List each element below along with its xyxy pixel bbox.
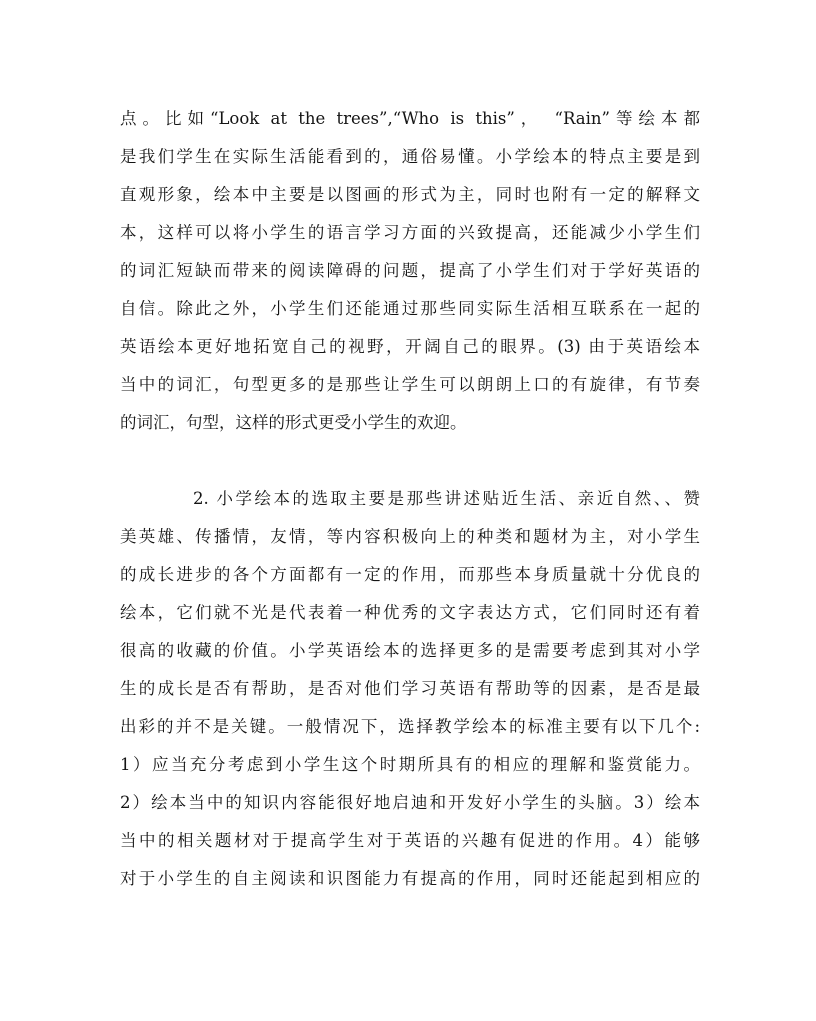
paragraph-1-line-8: 当中的词汇，句型更多的是那些让学生可以朗朗上口的有旋律，有节奏 (120, 375, 700, 394)
paragraph-1-line-9: 的词汇，句型，这样的形式更受小学生的欢迎。 (120, 413, 467, 432)
paragraph-2-line-5: 很高的收藏的价值。小学英语绘本的选择更多的是需要考虑到其对小学 (120, 641, 700, 660)
paragraph-2-line-3: 的成长进步的各个方面都有一定的作用，而那些本身质量就十分优良的 (120, 565, 700, 584)
paragraph-2-line-8: 1）应当充分考虑到小学生这个时期所具有的相应的理解和鉴赏能力。 (120, 755, 700, 774)
paragraph-1-line-7: 英语绘本更好地拓宽自己的视野，开阔自己的眼界。(3) 由于英语绘本 (120, 337, 700, 356)
paragraph-1-line-4: 本，这样可以将小学生的语言学习方面的兴致提高，还能减少小学生们 (120, 223, 700, 242)
paragraph-1-line-3: 直观形象，绘本中主要是以图画的形式为主，同时也附有一定的解释文 (120, 185, 700, 204)
paragraph-2-line-11: 对于小学生的自主阅读和识图能力有提高的作用，同时还能起到相应的 (120, 869, 700, 888)
paragraph-1-line-2: 是我们学生在实际生活能看到的，通俗易懂。小学绘本的特点主要是到 (120, 147, 700, 166)
paragraph-2-line-7: 出彩的并不是关键。一般情况下，选择教学绘本的标准主要有以下几个: (120, 717, 700, 736)
paragraph-1-line-6: 自信。除此之外，小学生们还能通过那些同实际生活相互联系在一起的 (120, 299, 700, 318)
paragraph-2-line-10: 当中的相关题材对于提高学生对于英语的兴趣有促进的作用。4）能够 (120, 831, 700, 850)
paragraph-2-line-2: 美英雄、传播情，友情，等内容积极向上的种类和题材为主，对小学生 (120, 527, 700, 546)
paragraph-2-line-6: 生的成长是否有帮助，是否对他们学习英语有帮助等的因素，是否是最 (120, 679, 700, 698)
paragraph-1-line-1: 点。比如“Look at the trees”,“Who is this”， “Rain”等绘本都 (120, 109, 700, 128)
paragraph-1-line-5: 的词汇短缺而带来的阅读障碍的问题，提高了小学生们对于学好英语的 (120, 261, 700, 280)
paragraph-2-line-4: 绘本，它们就不光是代表着一种优秀的文字表达方式，它们同时还有着 (120, 603, 700, 622)
paragraph-2-line-1: 2. 小学绘本的选取主要是那些讲述贴近生活、亲近自然、、赞 (193, 489, 700, 508)
paragraph-2-line-9: 2）绘本当中的知识内容能很好地启迪和开发好小学生的头脑。3）绘本 (120, 793, 700, 812)
